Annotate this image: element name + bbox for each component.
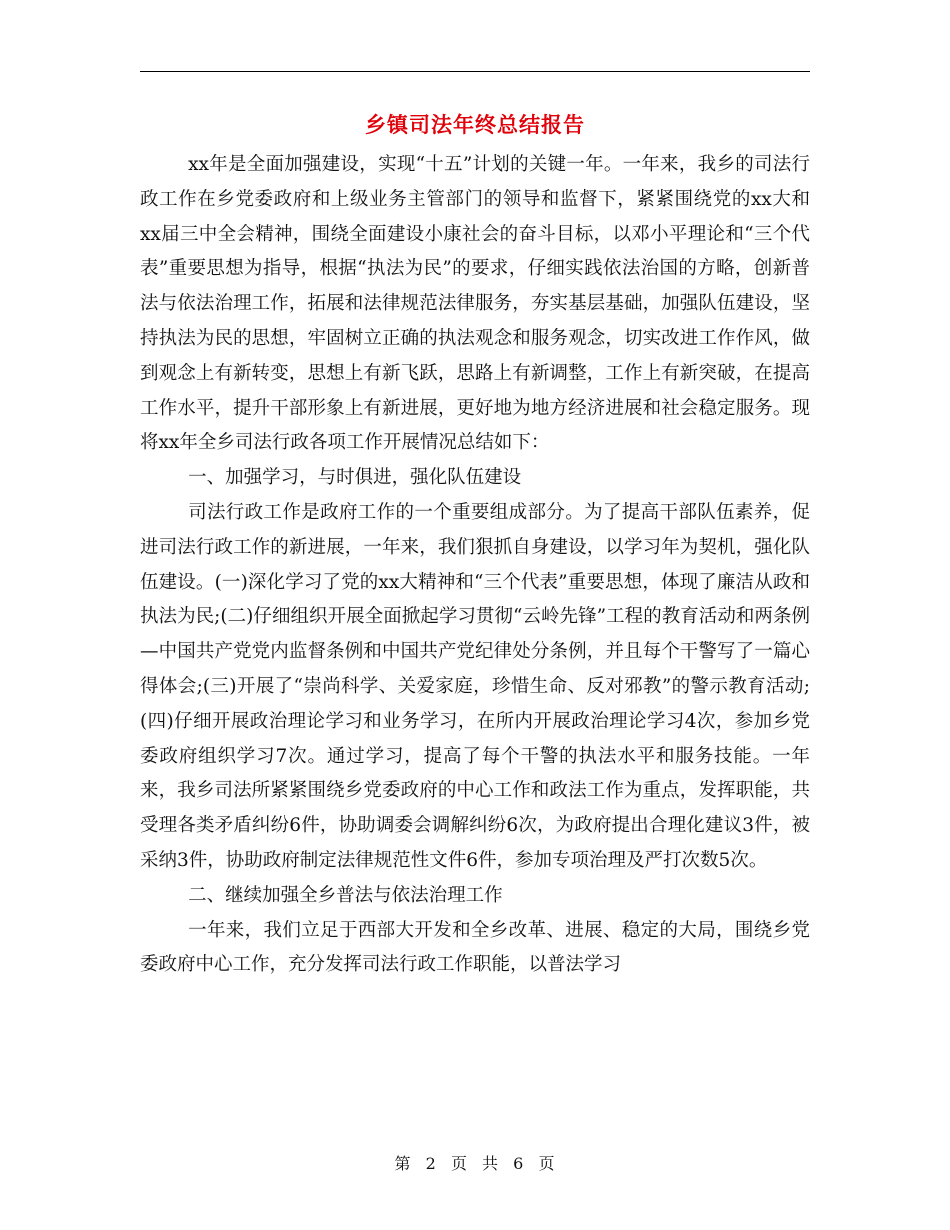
- header-rule: [140, 71, 810, 72]
- page-footer: [140, 1152, 810, 1176]
- footer-page-word: 页: [450, 1154, 468, 1173]
- footer-total-word: 共: [482, 1154, 500, 1173]
- paragraph-section-2: 一年来，我们立足于西部大开发和全乡改革、进展、稳定的大局，围绕乡党委政府中心工作，充分发挥司法行政工作职能，以普法学习: [140, 919, 810, 976]
- footer-current-page: 2: [425, 1154, 437, 1173]
- footer-total-pages: 6: [513, 1154, 525, 1173]
- paragraph-section-1: 司法行政工作是政府工作的一个重要组成部分。为了提高干部队伍素养，促进司法行政工作的新进展，一年来，我们狠抓自身建设，以学习年为契机，强化队伍建设。(一)深化学习了党的xx大精神和“三个代表”重要思想，体现了廉洁从政和执法为民;(二)仔细组织开展全面掀起学习贯彻“云岭先锋”工程的教育活动和两条例—中国共产党党内监督条例和中国共产党纪律处分条例，并且每个干警写了一篇心得体会;(三)开展了“崇尚科学、关爱家庭，珍惜生命、反对邪教”的警示教育活动;(四)仔细开展政治理论学习和业务学习，在所内开展政治理论学习4次，参加乡党委政府组织学习7次。通过学习，提高了每个干警的执法水平和服务技能。一年来，我乡司法所紧紧围绕乡党委政府的中心工作和政法工作为重点，发挥职能，共受理各类矛盾纠纷6件，协助调委会调解纠纷6次，为政府提出合理化建议3件，被采纳3件，协助政府制定法律规范性文件6件，参加专项治理及严打次数5次。: [140, 501, 810, 871]
- document-title: 乡镇司法年终总结报告: [365, 112, 585, 137]
- footer-prefix: 第: [394, 1154, 412, 1173]
- section-heading-1: 一、加强学习，与时俱进，强化队伍建设: [188, 467, 522, 489]
- footer-suffix: 页: [538, 1154, 556, 1173]
- paragraph-intro: xx年是全面加强建设，实现“十五”计划的关键一年。一年来，我乡的司法行政工作在乡党委政府和上级业务主管部门的领导和监督下，紧紧围绕党的xx大和xx届三中全会精神，围绕全面建设小康社会的奋斗目标，以邓小平理论和“三个代表”重要思想为指导，根据“执法为民”的要求，仔细实践依法治国的方略，创新普法与依法治理工作，拓展和法律规范法律服务，夯实基层基础，加强队伍建设，坚持执法为民的思想，牢固树立正确的执法观念和服务观念，切实改进工作作风，做到观念上有新转变，思想上有新飞跃，思路上有新调整，工作上有新突破，在提高工作水平，提升干部形象上有新进展，更好地为地方经济进展和社会稳定服务。现将xx年全乡司法行政各项工作开展情况总结如下：: [140, 154, 810, 454]
- section-heading-2: 二、继续加强全乡普法与依法治理工作: [188, 884, 503, 906]
- document-body: [140, 148, 810, 983]
